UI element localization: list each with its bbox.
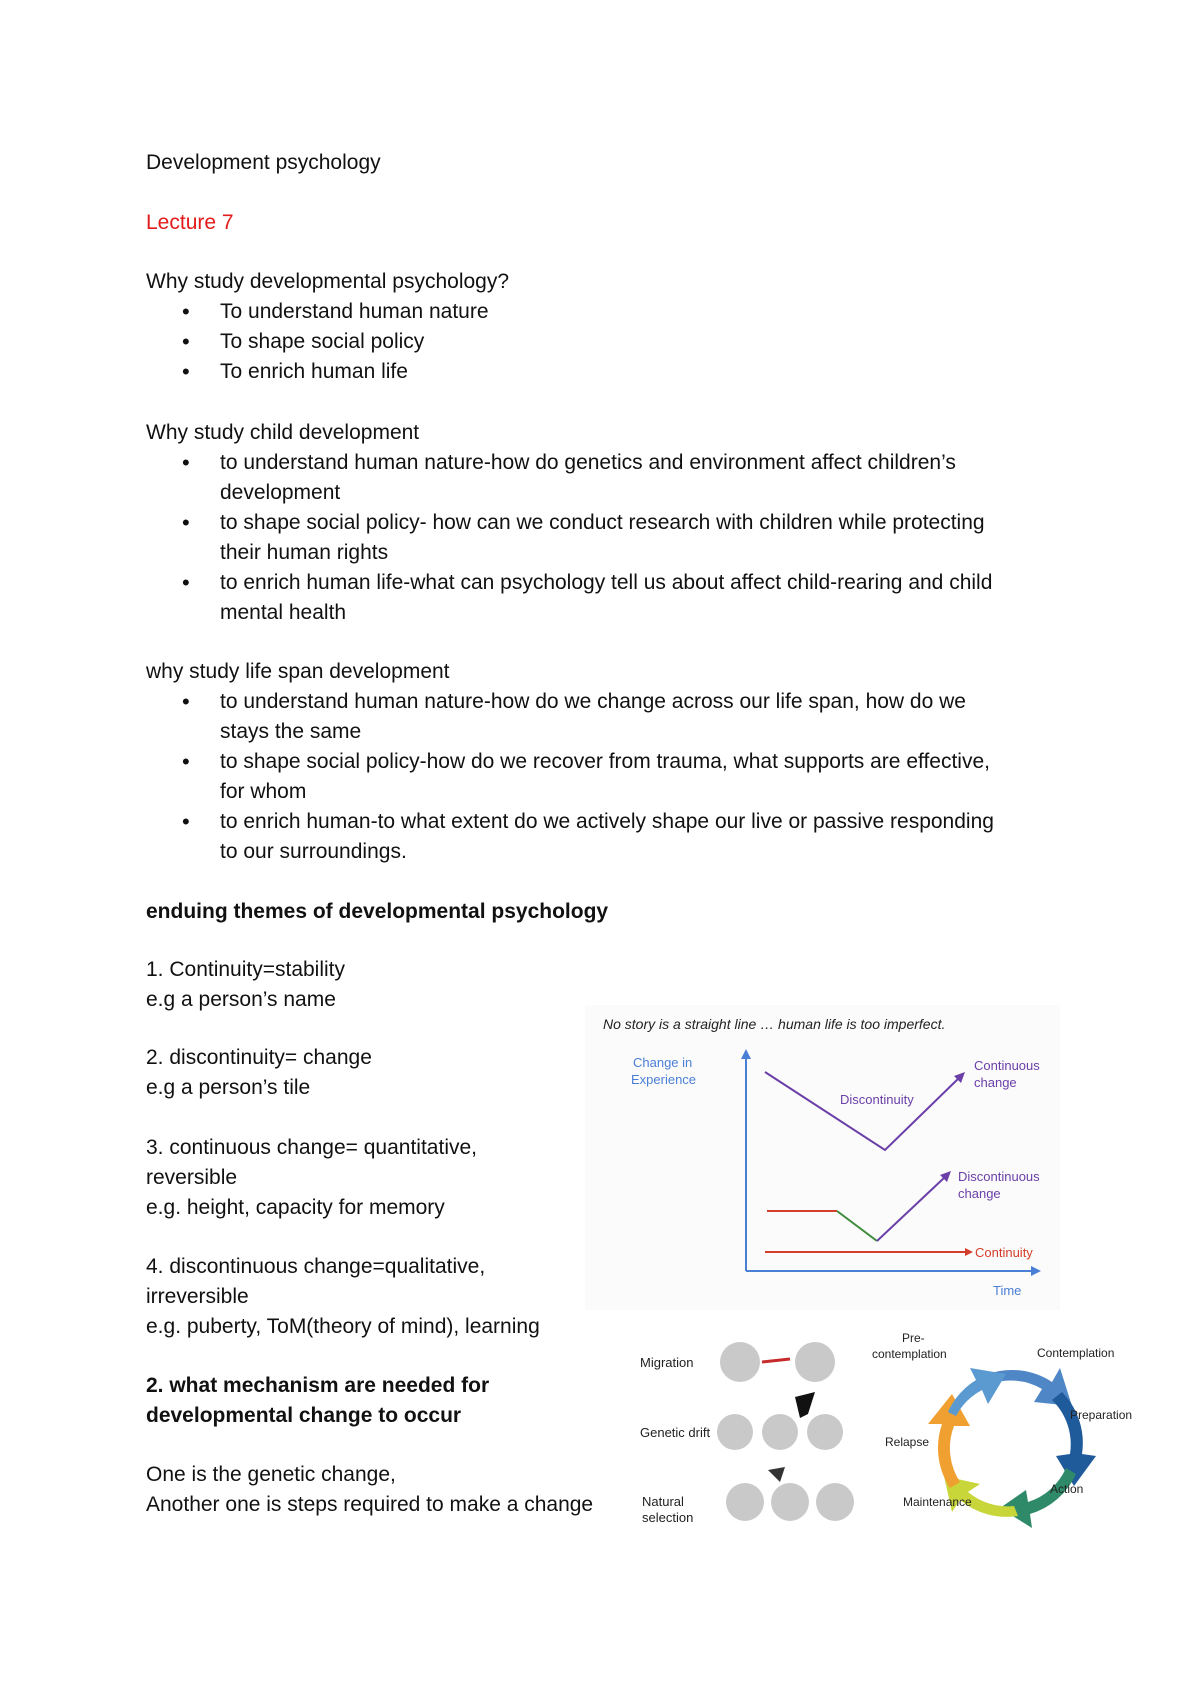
section-heading: Why study developmental psychology? — [146, 270, 510, 293]
list-item: • To enrich human life — [146, 357, 489, 387]
natural-selection-label: Natural — [642, 1494, 684, 1509]
bullet-list — [146, 448, 992, 628]
theme-4: 4. discontinuous change=qualitative, irreversible e.g. puberty, ToM(theory of mind), learning — [146, 1255, 540, 1338]
action-label: Action — [1050, 1482, 1084, 1496]
section-heading: why study life span development — [146, 660, 450, 683]
genetic-drift-label: Genetic drift — [640, 1425, 711, 1440]
continuous-change-label: Continuous — [974, 1058, 1040, 1073]
bullet-list — [146, 687, 994, 867]
continuous-change-label: change — [974, 1075, 1017, 1090]
list-item: • To understand human nature — [146, 297, 489, 327]
natural-selection-label: selection — [642, 1510, 694, 1525]
document-title: Development psychology — [146, 151, 381, 174]
mechanism-heading: 2. what mechanism are needed for developmental change to occur — [146, 1374, 490, 1427]
list-item: • To shape social policy — [146, 327, 489, 357]
precontemplation-label: contemplation — [872, 1347, 947, 1361]
mechanism-text: One is the genetic change, Another one is steps required to make a change — [146, 1463, 594, 1516]
continuity-diagram — [585, 1005, 1060, 1310]
lecture-heading: Lecture 7 — [146, 211, 234, 234]
precontemplation-label: Pre- — [902, 1331, 925, 1345]
discontinuity-label: Discontinuity — [840, 1092, 914, 1107]
migration-label: Migration — [640, 1355, 694, 1370]
list-item: • to understand human nature-how do genetics and environment affect children’s development — [146, 448, 992, 508]
themes-heading: enduing themes of developmental psychology — [146, 900, 609, 923]
list-item: • to enrich human life-what can psychology tell us about affect child-rearing and child mental health — [146, 568, 992, 628]
y-axis-label: Change in — [633, 1055, 693, 1070]
y-axis-label: Experience — [631, 1072, 697, 1087]
section-heading: Why study child development — [146, 421, 420, 444]
discontinuous-change-label: change — [958, 1186, 1001, 1201]
diagram-background — [585, 1005, 1060, 1310]
theme-3: 3. continuous change= quantitative, reversible e.g. height, capacity for memory — [146, 1136, 477, 1219]
preparation-label: Preparation — [1070, 1408, 1133, 1422]
maintenance-label: Maintenance — [903, 1495, 972, 1509]
bullet-list — [146, 297, 489, 387]
theme-2: 2. discontinuity= change e.g a person’s tile — [146, 1046, 372, 1099]
contemplation-label: Contemplation — [1037, 1346, 1115, 1360]
list-item: • to shape social policy-how do we recover from trauma, what supports are effective, for whom — [146, 747, 994, 807]
diagram-caption: No story is a straight line … human life is too imperfect. — [603, 1016, 946, 1032]
list-item: • to understand human nature-how do we change across our life span, how do we stays the same — [146, 687, 994, 747]
continuity-label: Continuity — [975, 1245, 1033, 1260]
x-axis-label: Time — [993, 1283, 1022, 1298]
list-item: • to shape social policy- how can we conduct research with children while protecting their human rights — [146, 508, 992, 568]
list-item: • to enrich human-to what extent do we actively shape our live or passive responding to our surroundings. — [146, 807, 994, 867]
theme-1: 1. Continuity=stability e.g a person’s name — [146, 958, 346, 1011]
discontinuous-change-label: Discontinuous — [958, 1169, 1040, 1184]
mechanisms-figure — [640, 1322, 1135, 1544]
relapse-label: Relapse — [885, 1435, 930, 1449]
